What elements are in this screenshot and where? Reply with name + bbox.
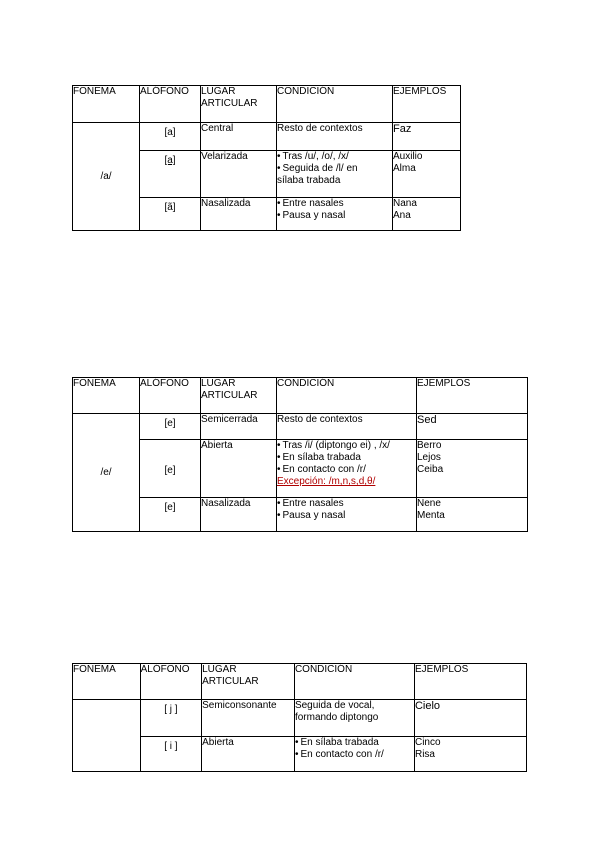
phoneme-cell — [73, 700, 141, 772]
header-lugar: LUGAR ARTICULAR — [202, 664, 295, 700]
condition: • Pausa y nasal — [277, 210, 392, 222]
allophone: [ j ] — [164, 704, 178, 715]
condition: • Seguida de /l/ en — [277, 163, 392, 175]
example: Lejos — [417, 452, 441, 463]
header-fonema: FONEMA — [73, 86, 140, 123]
header-condicion: CONDICIÓN — [294, 664, 414, 700]
condition: formando diptongo — [294, 712, 379, 723]
condition: sílaba trabada — [277, 175, 341, 186]
table-row — [73, 123, 461, 151]
condition: • Entre nasales — [277, 498, 416, 510]
allophone: [a] — [164, 155, 176, 166]
header-fonema: FONEMA — [73, 378, 140, 414]
condition: • En contacto con /r/ — [295, 749, 414, 761]
lugar-articular: Semiconsonante — [202, 700, 295, 737]
condition: • Tras /i/ (diptongo ei) , /x/ — [277, 440, 416, 452]
condition: • Pausa y nasal — [277, 510, 416, 522]
example: Nana — [393, 198, 417, 209]
lugar-articular: Velarizada — [201, 151, 277, 198]
phoneme-cell: /e/ — [73, 414, 140, 532]
header-fonema: FONEMA — [73, 664, 141, 700]
table-row — [73, 440, 528, 498]
allophone: [ i ] — [164, 741, 178, 752]
header-lugar: LUGAR ARTICULAR — [201, 378, 277, 414]
header-condicion: CONDICIÓN — [277, 86, 393, 123]
example: Ceiba — [417, 464, 444, 475]
condition: • En sílaba trabada — [295, 737, 414, 749]
example: Cielo — [414, 700, 441, 712]
header-condicion: CONDICIÓN — [277, 378, 417, 414]
example: Berro — [417, 440, 442, 451]
condition: Resto de contextos — [277, 414, 363, 425]
condition: • En sílaba trabada — [277, 452, 416, 464]
example: Nene — [417, 498, 441, 509]
condition: Seguida de vocal, — [294, 700, 375, 711]
lugar-articular: Nasalizada — [201, 498, 277, 532]
header-alofono: ALÓFONO — [140, 664, 202, 700]
allophone: [e] — [164, 464, 176, 476]
phoneme-cell: /a/ — [73, 123, 140, 231]
header-alofono: ALÓFONO — [140, 86, 201, 123]
example: Faz — [393, 123, 412, 135]
phoneme-table-a — [72, 85, 461, 231]
lugar-articular: Nasalizada — [201, 198, 277, 231]
example: Alma — [393, 163, 416, 174]
lugar-articular: Abierta — [201, 440, 277, 498]
example: Risa — [414, 749, 435, 760]
allophone: [e] — [164, 418, 176, 429]
header-ejemplos: EJEMPLOS — [393, 86, 461, 123]
condition: • Tras /u/, /o/, /x/ — [277, 151, 392, 163]
phoneme-table-e — [72, 377, 528, 532]
condition: • En contacto con /r/ — [277, 464, 416, 476]
condition: Resto de contextos — [277, 123, 363, 134]
header-lugar: LUGAR ARTICULAR — [201, 86, 277, 123]
table-row — [73, 498, 528, 532]
header-ejemplos: EJEMPLOS — [414, 664, 526, 700]
exception-note: Excepción: /m,n,s,d,θ/ — [277, 476, 376, 487]
allophone: [e] — [164, 502, 176, 513]
example: Sed — [417, 414, 437, 426]
lugar-articular: Abierta — [202, 737, 295, 772]
condition: • Entre nasales — [277, 198, 392, 210]
table-row — [73, 700, 527, 737]
table-row — [73, 414, 528, 440]
example: Ana — [393, 210, 411, 221]
phoneme-table-i — [72, 663, 527, 772]
lugar-articular: Semicerrada — [201, 414, 277, 440]
allophone: [ã] — [164, 202, 176, 213]
header-alofono: ALÓFONO — [140, 378, 201, 414]
example: Menta — [417, 510, 445, 521]
header-ejemplos: EJEMPLOS — [417, 378, 528, 414]
example: Cinco — [414, 737, 441, 748]
lugar-articular: Central — [201, 123, 277, 151]
allophone: [a] — [164, 127, 176, 138]
table-row — [73, 737, 527, 772]
example: Auxilio — [393, 151, 423, 162]
